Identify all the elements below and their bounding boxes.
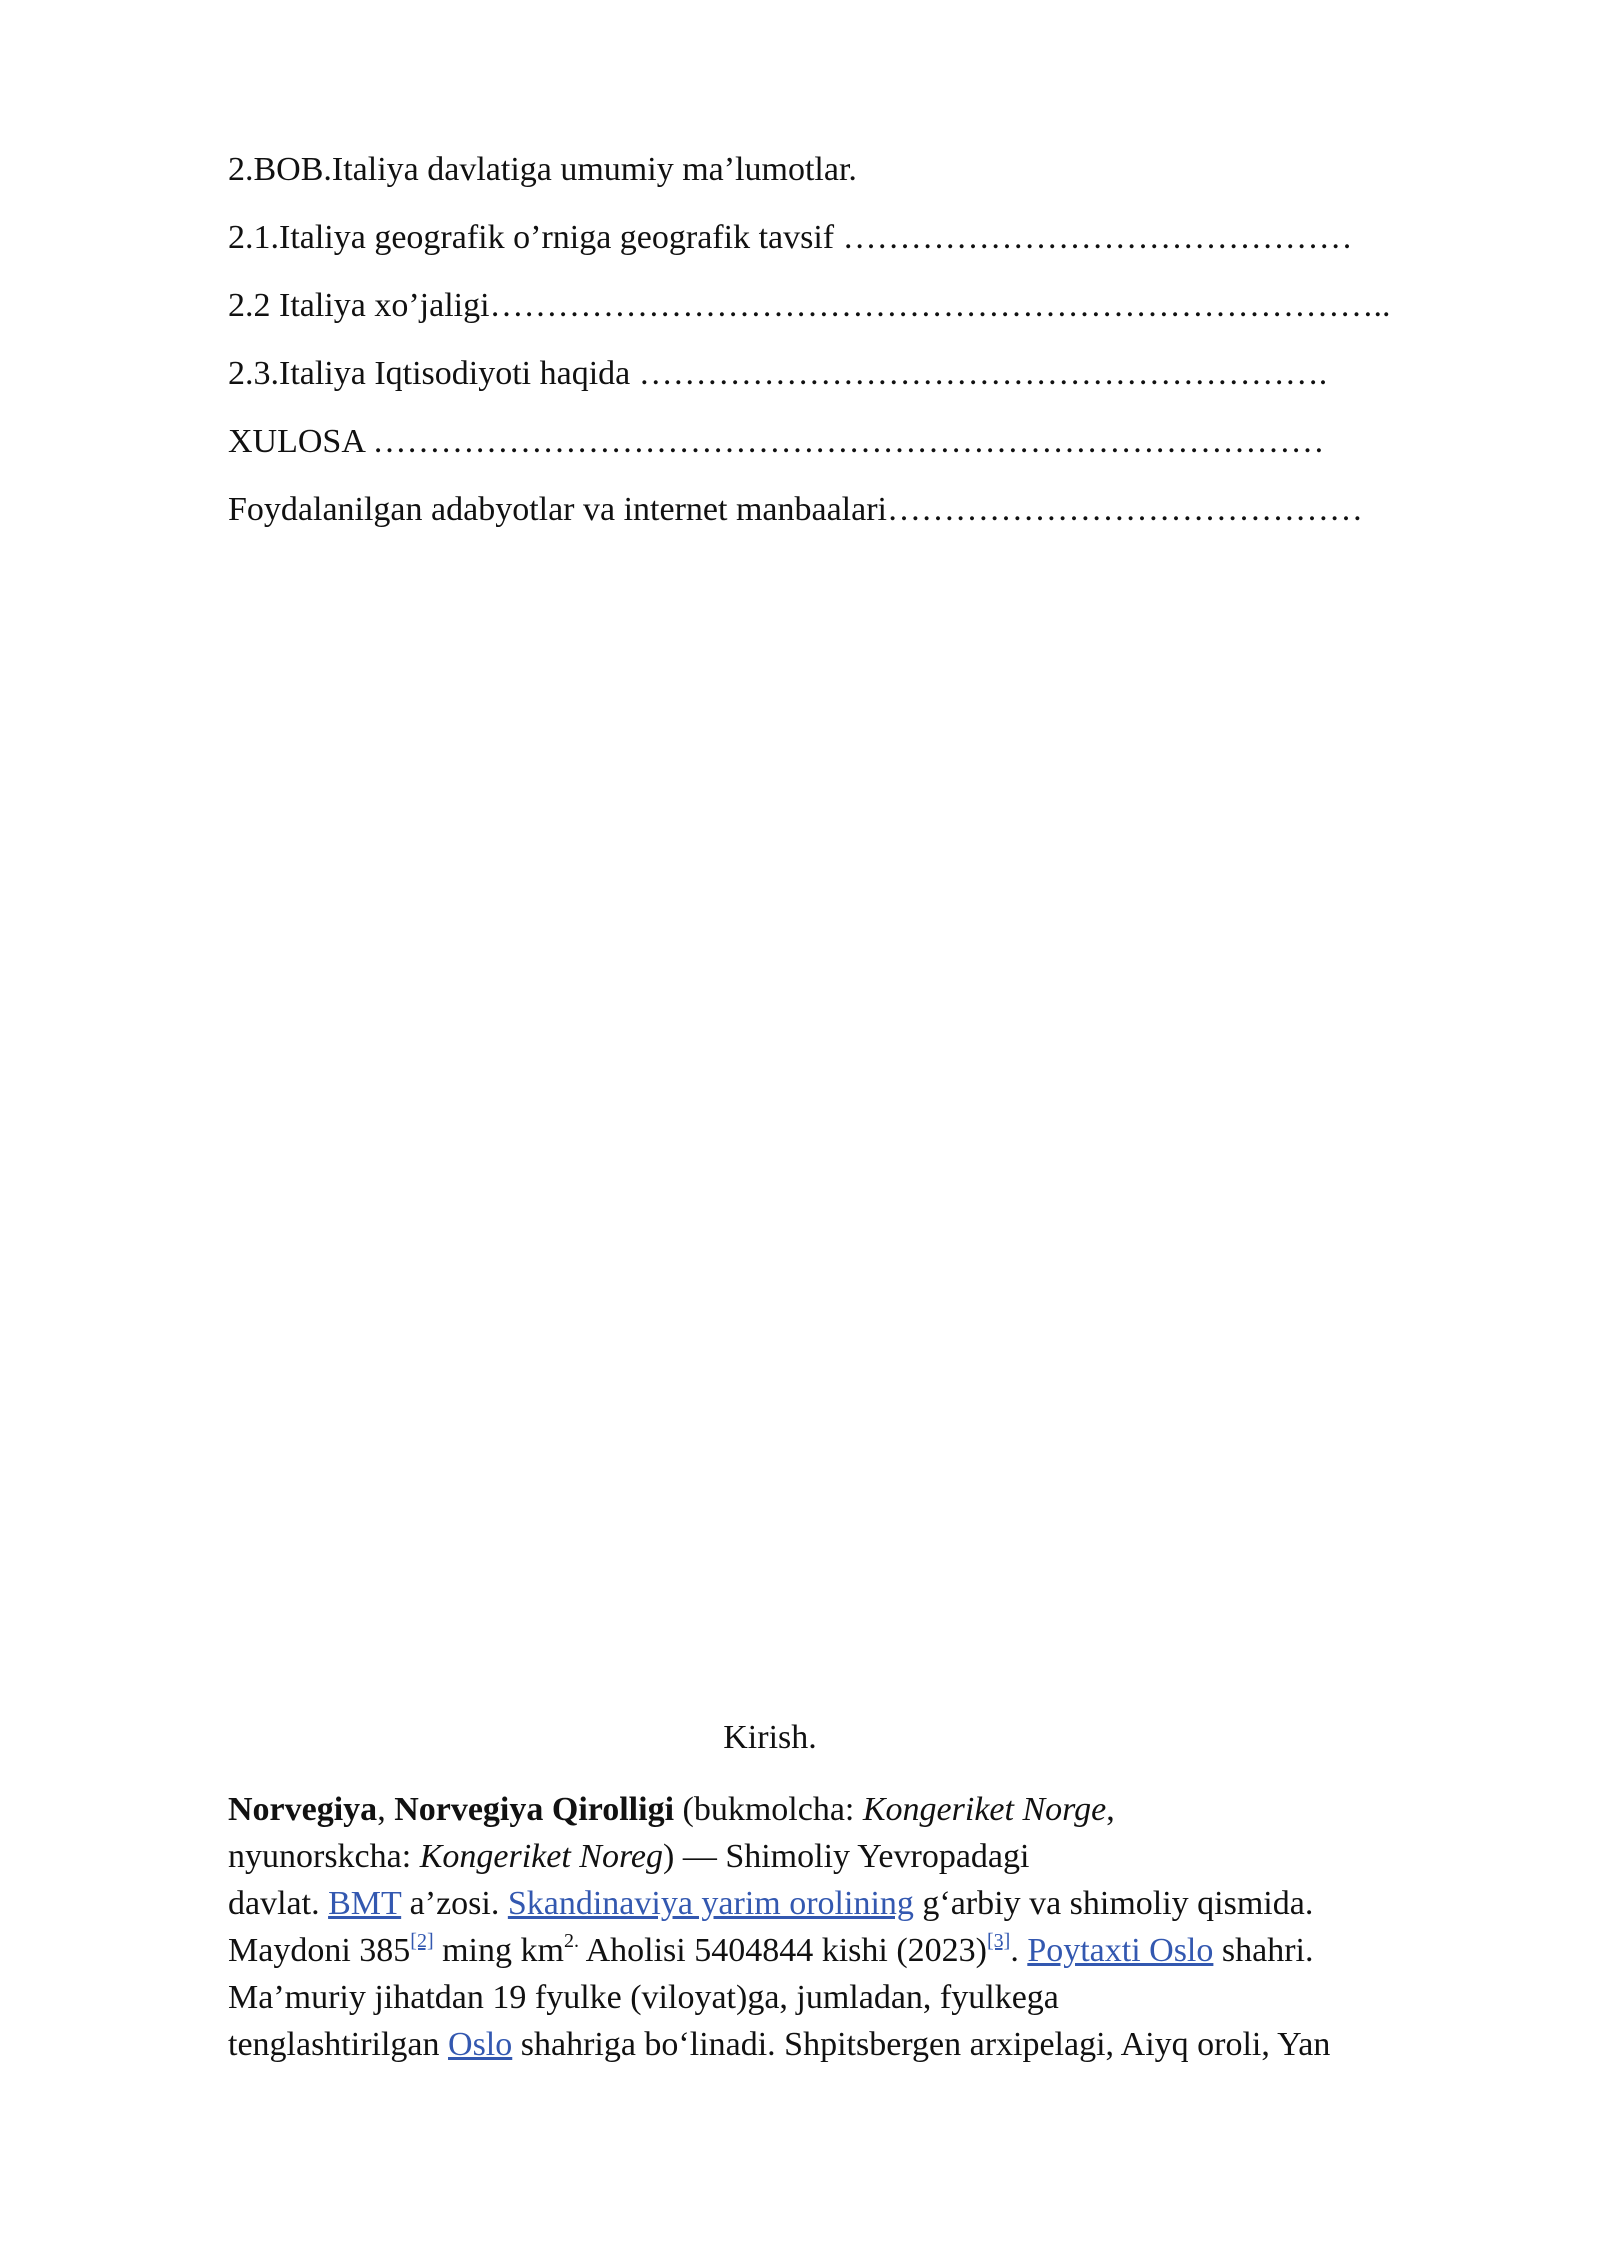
toc-entry-conclusion[interactable] (228, 422, 1488, 490)
toc-entry-title: XULOSA (228, 423, 365, 460)
toc-entry-2-1[interactable] (228, 218, 1488, 286)
toc-entry-chapter-2[interactable] (228, 150, 1488, 218)
introduction-paragraph (228, 1786, 1508, 2068)
toc-leader: ……………………………………………………. (630, 355, 1328, 392)
table-of-contents (228, 150, 1488, 558)
paragraph-line (228, 1833, 1508, 1880)
superscript: 2. (563, 1930, 579, 1952)
text: , (377, 1791, 395, 1828)
text: ming km (433, 1932, 564, 1969)
paragraph-line (228, 1927, 1508, 1974)
italic-term: Kongeriket Norge (862, 1791, 1107, 1828)
link-bmt[interactable]: BMT (328, 1885, 402, 1922)
paragraph-line (228, 2021, 1508, 2068)
text: Aholisi 5404844 kishi (2023) (578, 1932, 987, 1969)
toc-entry-title: 2.3.Italiya Iqtisodiyoti haqida (228, 355, 631, 392)
toc-entry-title: 2.BOB.Italiya davlatiga umumiy ma’lumotlar. (228, 151, 857, 188)
toc-entry-2-3[interactable] (228, 354, 1488, 422)
toc-leader: …………………………………… (886, 491, 1363, 528)
text: , (1106, 1791, 1115, 1828)
text: shahri. (1213, 1932, 1314, 1969)
text: Maydoni 385 (228, 1932, 411, 1969)
toc-entry-title: 2.2 Italiya xo’jaligi (228, 287, 490, 324)
link-scandinavian-peninsula[interactable]: Skandinaviya yarim orolining (507, 1885, 914, 1922)
toc-entry-title: 2.1.Italiya geografik o’rniga geografik tavsif (228, 219, 835, 256)
link-capital-oslo[interactable]: Poytaxti Oslo (1027, 1932, 1214, 1969)
italic-term: Kongeriket Noreg (419, 1838, 663, 1875)
bold-term: Norvegiya (228, 1791, 378, 1828)
toc-entry-references[interactable] (228, 490, 1488, 558)
text: tenglashtirilgan (228, 2026, 449, 2063)
text: Ma’muriy jihatdan 19 fyulke (viloyat)ga, jumladan, fyulkega (228, 1979, 1059, 2016)
text: shahriga bo‘linadi. Shpitsbergen arxipelagi, Aiyq oroli, Yan (512, 2026, 1331, 2063)
text: ) — Shimoliy Yevropadagi (663, 1838, 1030, 1875)
text: davlat. (228, 1885, 329, 1922)
toc-leader: …………………………………………………………………….. (489, 287, 1391, 324)
text: g‘arbiy va shimoliy qismida. (913, 1885, 1314, 1922)
introduction-heading: Kirish. (723, 1719, 817, 1756)
text: . (1010, 1932, 1028, 1969)
paragraph-line (228, 1974, 1508, 2021)
paragraph-line (228, 1880, 1508, 1927)
text: nyunorskcha: (228, 1838, 420, 1875)
link-oslo[interactable]: Oslo (448, 2026, 513, 2063)
toc-leader: ………………………………………………………………………… (364, 423, 1325, 460)
toc-entry-2-2[interactable] (228, 286, 1488, 354)
toc-leader: ……………………………………… (834, 219, 1353, 256)
footnote-ref-3[interactable]: [3] (986, 1930, 1011, 1952)
toc-entry-title: Foydalanilgan adabyotlar va internet manbaalari (228, 491, 887, 528)
text: (bukmolcha: (674, 1791, 863, 1828)
text: a’zosi. (401, 1885, 508, 1922)
footnote-ref-2[interactable]: [2] (410, 1930, 434, 1952)
paragraph-line (228, 1786, 1508, 1833)
bold-term: Norvegiya Qirolligi (394, 1791, 675, 1828)
